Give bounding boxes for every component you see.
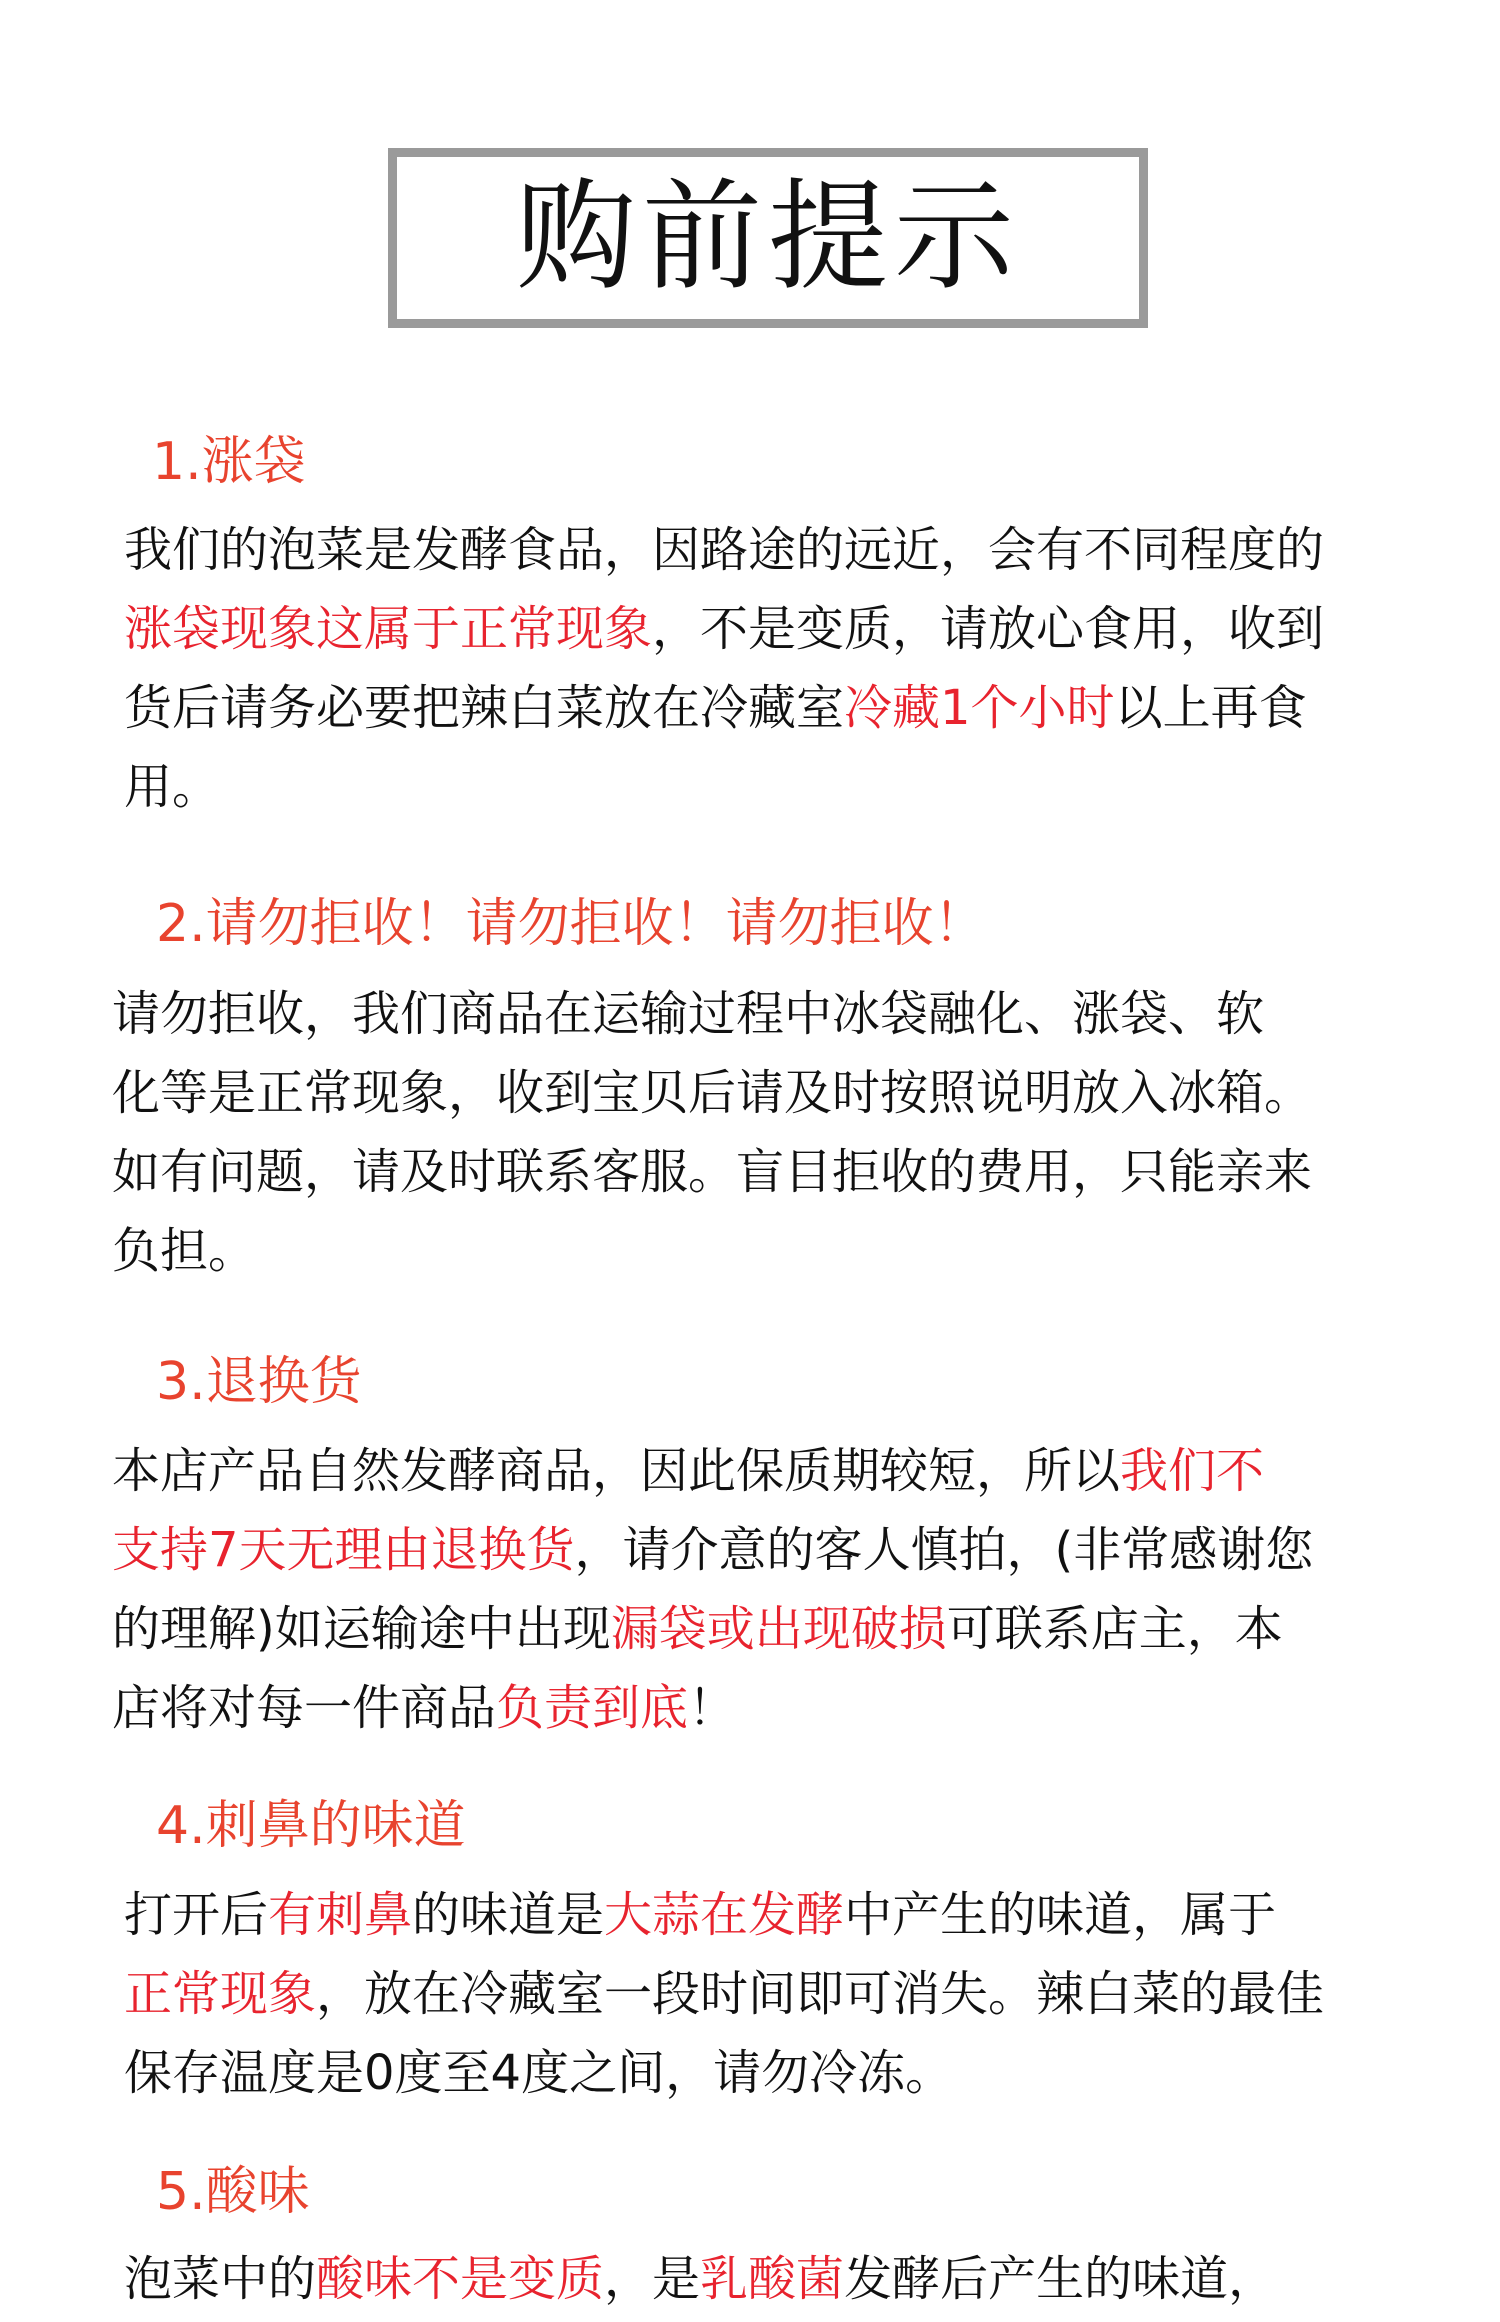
highlighted-text: 负责到底 (496, 1680, 689, 1736)
highlighted-text: 酸味不是变质 (316, 2251, 605, 2307)
paragraph-line (112, 975, 1312, 1054)
highlighted-text: 涨袋现象这属于正常现象 (124, 601, 653, 657)
paragraph-line (124, 1955, 1324, 2034)
paragraph-line (112, 1133, 1312, 1212)
paragraph-line (124, 1876, 1324, 1955)
body-text: 本店产品自然发酵商品，因此保质期较短，所以 (112, 1443, 1121, 1499)
body-text: 中产生的味道，属于 (844, 1887, 1277, 1943)
section-paragraph (124, 2240, 1276, 2319)
paragraph-line (112, 1511, 1313, 1590)
paragraph-line (124, 590, 1324, 669)
body-text: 泡菜中的 (124, 2251, 317, 2307)
highlighted-text: 冷藏1个小时 (844, 680, 1115, 736)
paragraph-line (112, 1590, 1313, 1669)
highlighted-text: 有刺鼻 (268, 1887, 413, 1943)
highlighted-text: 支持7天无理由退换货 (112, 1522, 575, 1578)
paragraph-line (124, 669, 1324, 748)
paragraph-line (112, 1212, 1312, 1291)
highlighted-text: 乳酸菌 (700, 2251, 845, 2307)
body-text: ！ (688, 1680, 737, 1736)
body-text: 如有问题，请及时联系客服。盲目拒收的费用，只能亲来 (112, 1144, 1313, 1200)
body-text: 负担。 (112, 1223, 257, 1279)
body-text: 发酵后产生的味道， (844, 2251, 1277, 2307)
highlighted-text: 正常现象 (124, 1966, 317, 2022)
body-text: ，请介意的客人慎拍，(非常感谢您 (574, 1522, 1314, 1578)
section-heading: 5.酸味 (156, 2162, 310, 2222)
highlighted-text: 我们不 (1120, 1443, 1265, 1499)
body-text: 可联系店主，本 (946, 1601, 1283, 1657)
title-box (388, 148, 1148, 328)
section-paragraph (124, 1876, 1324, 2113)
body-text: 我们的泡菜是发酵食品，因路途的远近，会有不同程度的 (124, 522, 1325, 578)
paragraph-line (112, 1054, 1312, 1133)
body-text: 货后请务必要把辣白菜放在冷藏室 (124, 680, 845, 736)
body-text: ，不是变质，请放心食用，收到 (652, 601, 1325, 657)
body-text: 打开后 (124, 1887, 269, 1943)
page-title: 购前提示 (516, 168, 1020, 307)
paragraph-line (124, 748, 1324, 827)
highlighted-text: 漏袋或出现破损 (610, 1601, 947, 1657)
body-text: 的味道是 (412, 1887, 605, 1943)
body-text: 店将对每一件商品 (112, 1680, 497, 1736)
section-heading: 3.退换货 (156, 1352, 362, 1412)
section-paragraph (112, 975, 1312, 1291)
section-heading: 2.请勿拒收！请勿拒收！请勿拒收！ (156, 894, 986, 954)
paragraph-line (124, 511, 1324, 590)
section-paragraph (112, 1432, 1313, 1748)
body-text: ，放在冷藏室一段时间即可消失。辣白菜的最佳 (316, 1966, 1325, 2022)
paragraph-line (112, 1669, 1313, 1748)
paragraph-line (112, 1432, 1313, 1511)
body-text: 请勿拒收，我们商品在运输过程中冰袋融化、涨袋、软 (112, 986, 1265, 1042)
paragraph-line (124, 2240, 1276, 2319)
body-text: 保存温度是0度至4度之间，请勿冷冻。 (124, 2045, 954, 2101)
paragraph-line (124, 2034, 1324, 2113)
body-text: 用。 (124, 759, 221, 815)
body-text: ，是 (604, 2251, 701, 2307)
section-heading: 4.刺鼻的味道 (156, 1796, 466, 1856)
highlighted-text: 大蒜在发酵 (604, 1887, 845, 1943)
body-text: 的理解)如运输途中出现 (112, 1601, 611, 1657)
body-text: 化等是正常现象，收到宝贝后请及时按照说明放入冰箱。 (112, 1065, 1313, 1121)
body-text: 以上再食 (1114, 680, 1307, 736)
section-heading: 1.涨袋 (152, 432, 306, 492)
section-paragraph (124, 511, 1324, 827)
